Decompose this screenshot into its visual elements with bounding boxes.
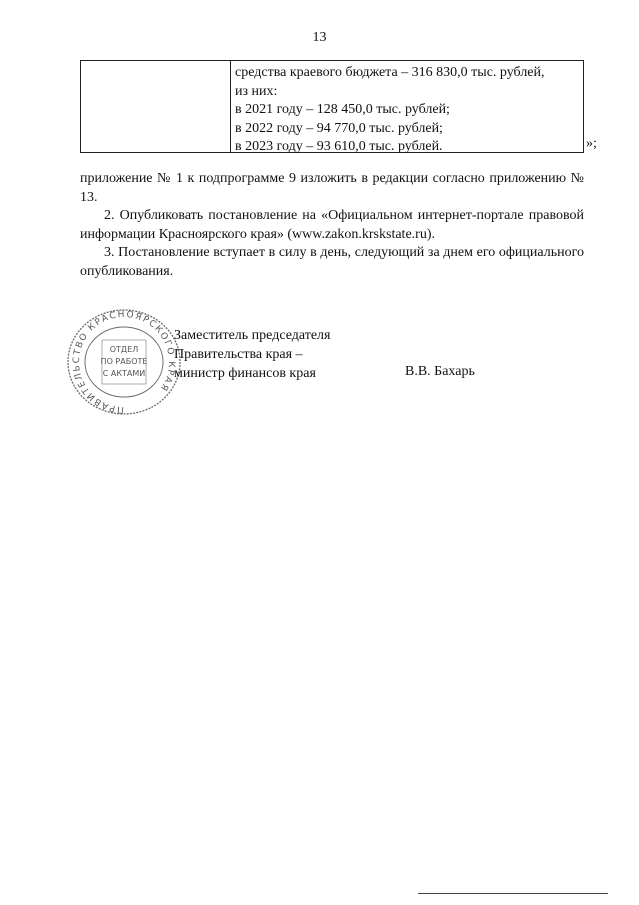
- page-number: 13: [312, 30, 327, 45]
- funding-table: [80, 60, 584, 153]
- closing-quote: »;: [586, 136, 597, 151]
- stamp-ring-text: ПРАВИТЕЛЬСТВО КРАСНОЯРСКОГО КРАЯ: [71, 309, 177, 415]
- signatory-title-line: Заместитель председателя: [174, 328, 331, 343]
- stamp-center-line: ОТДЕЛ: [109, 345, 139, 354]
- stamp-center-line: С АКТАМИ: [102, 369, 146, 378]
- paragraph-effective: 3. Постановление вступает в силу в день, следующий за днем его официального опубликования.: [80, 245, 584, 279]
- funding-line: в 2021 году – 128 450,0 тыс. рублей;: [235, 102, 450, 118]
- signatory-title: [174, 326, 330, 383]
- funding-line: в 2023 году – 93 610,0 тыс. рублей.: [235, 139, 443, 155]
- funding-line: в 2022 году – 94 770,0 тыс. рублей;: [235, 120, 443, 136]
- footer-rule: [418, 893, 608, 894]
- signatory-title-line: Правительства края –: [174, 347, 303, 362]
- signatory-title-line: министр финансов края: [174, 366, 316, 381]
- stamp-center-line: ПО РАБОТЕ: [100, 357, 148, 366]
- table-column-divider: [230, 61, 231, 152]
- signatory-name: В.В. Бахарь: [405, 364, 475, 379]
- funding-line: из них:: [235, 83, 278, 99]
- paragraph-publish: 2. Опубликовать постановление на «Официальном интернет-портале правовой информации Красноярского края» (www.zakon.krskstate.ru).: [80, 208, 584, 242]
- funding-cell: [235, 64, 545, 157]
- official-stamp: [62, 306, 186, 418]
- funding-line: средства краевого бюджета – 316 830,0 тыс. рублей,: [235, 65, 545, 80]
- paragraph-appendix: приложение № 1 к подпрограмме 9 изложить в редакции согласно приложению № 13.: [80, 171, 584, 205]
